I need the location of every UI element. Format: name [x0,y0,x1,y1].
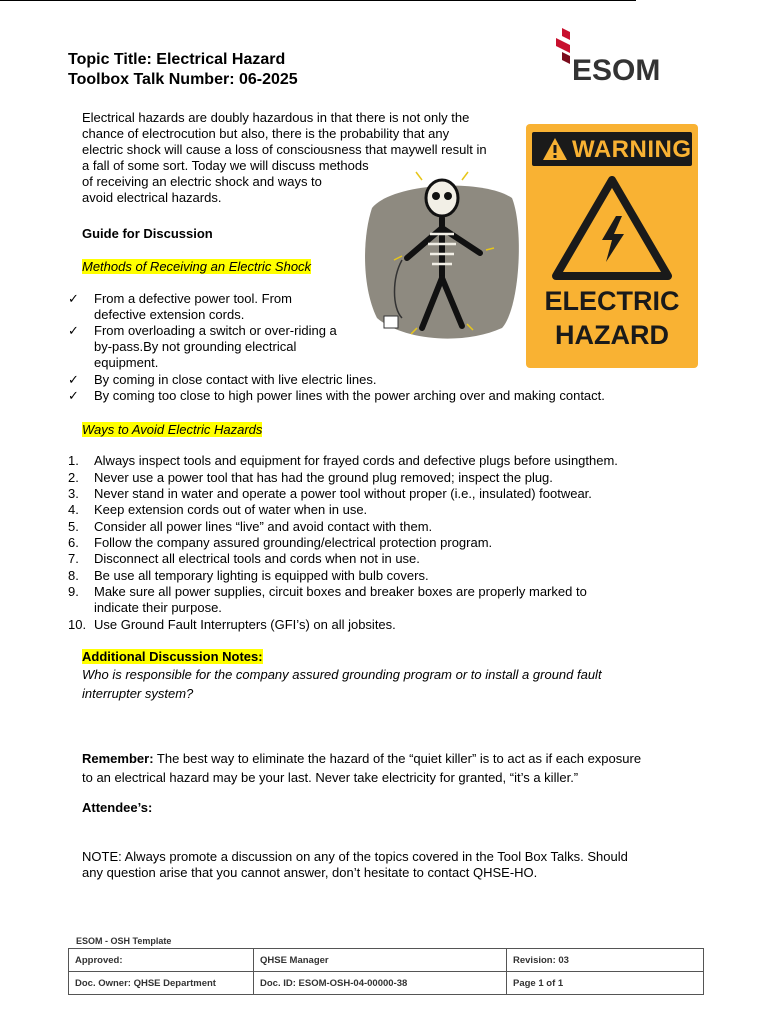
list-number: 9. [68,584,79,599]
footer-owner: Doc. Owner: QHSE Department [69,972,254,995]
skeleton-icon [362,168,524,350]
guide-heading: Guide for Discussion [82,226,213,241]
table-row [69,949,704,972]
list-item: Never use a power tool that has had the ground plug removed; inspect the plug. [94,470,553,485]
list-item-line: From overloading a switch or over-riding a [94,323,337,338]
footer-doc-id: Doc. ID: ESOM-OSH-04-00000-38 [254,972,507,995]
list-item [94,323,337,371]
remember-paragraph [82,749,641,787]
methods-heading-text: Methods of Receiving an Electric Shock [82,259,312,274]
list-item: Always inspect tools and equipment for frayed cords and defective plugs before usingthem. [94,453,618,468]
list-item: Consider all power lines “live” and avoid contact with them. [94,519,433,534]
electrocuted-skeleton-illustration [362,168,524,350]
intro-line: a fall of some sort. Today we will discuss methods [82,158,369,173]
sign-line-electric: ELECTRIC [544,286,680,316]
remember-label: Remember: [82,751,154,766]
list-item-line: equipment. [94,355,159,370]
notes-question-line: Who is responsible for the company assured grounding program or to install a ground fault [82,667,602,682]
footer-page: Page 1 of 1 [507,972,704,995]
list-number: 7. [68,551,79,566]
lightning-triangle-icon [552,176,672,280]
remember-line [82,749,641,768]
list-number: 5. [68,519,79,534]
footer-template-label: ESOM - OSH Template [76,936,172,946]
list-number: 3. [68,486,79,501]
esom-logo [556,28,668,88]
ways-heading-text: Ways to Avoid Electric Hazards [82,422,263,437]
warning-header-text: WARNING [572,136,692,163]
toolbox-talk-number: Toolbox Talk Number: 06-2025 [68,71,298,88]
list-item-line: defective extension cords. [94,307,245,322]
list-item: Disconnect all electrical tools and cords when not in use. [94,551,420,566]
ways-heading [82,422,262,438]
check-icon: ✓ [68,388,79,403]
table-row [69,972,704,995]
notes-question [82,665,602,703]
list-number: 2. [68,470,79,485]
check-icon: ✓ [68,323,79,338]
intro-line: chance of electrocution but also, there is the probability that any [82,126,450,141]
list-number: 10. [68,617,87,632]
list-item: Use Ground Fault Interrupters (GFI’s) on all jobsites. [94,617,396,632]
footer-manager: QHSE Manager [254,949,507,972]
list-item: Never stand in water and operate a power tool without proper (i.e., insulated) footwear. [94,486,592,501]
list-number: 6. [68,535,79,550]
list-item: Make sure all power supplies, circuit boxes and breaker boxes are properly marked to [94,584,587,599]
list-item [94,291,292,323]
alert-triangle-icon [542,137,568,161]
notes-question-line: interrupter system? [82,686,194,701]
list-item: By coming in close contact with live electric lines. [94,372,377,387]
footer-table [68,948,704,995]
note-line: NOTE: Always promote a discussion on any of the topics covered in the Tool Box Talks. Should [82,849,628,864]
list-number: 1. [68,453,79,468]
topic-title: Topic Title: Electrical Hazard [68,51,286,68]
remember-line: to an electrical hazard may be your last. Never take electricity for granted, “it’s a killer.” [82,770,579,785]
list-item: Follow the company assured grounding/electrical protection program. [94,535,493,550]
list-number: 8. [68,568,79,583]
intro-line: avoid electrical hazards. [82,190,222,205]
notes-heading-text: Additional Discussion Notes: [82,649,263,664]
list-item: Be use all temporary lighting is equipped with bulb covers. [94,568,429,583]
attendees-label: Attendee’s: [82,800,153,815]
check-icon: ✓ [68,291,79,306]
intro-line: of receiving an electric shock and ways to [82,174,322,189]
footer-revision: Revision: 03 [507,949,704,972]
list-item-line: From a defective power tool. From [94,291,292,306]
intro-line: electric shock will cause a loss of consciousness that maywell result in [82,142,487,157]
notes-heading [82,649,263,665]
methods-heading [82,259,311,275]
header-rule [0,0,636,1]
list-item: By coming too close to high power lines with the power arching over and making contact. [94,388,605,403]
intro-line: Electrical hazards are doubly hazardous in that there is not only the [82,110,470,125]
footer-approved: Approved: [69,949,254,972]
logo-text: ESOM [572,54,661,87]
list-number: 4. [68,502,79,517]
note-paragraph [82,849,628,881]
list-item: Keep extension cords out of water when in use. [94,502,368,517]
check-icon: ✓ [68,372,79,387]
list-item-continuation: indicate their purpose. [94,600,222,615]
remember-text: The best way to eliminate the hazard of the “quiet killer” is to act as if each exposure [153,751,642,766]
note-line: any question arise that you cannot answer, don’t hesitate to contact QHSE-HO. [82,865,538,880]
electric-hazard-warning-sign [526,124,698,368]
sign-line-hazard: HAZARD [555,320,669,350]
warning-header-bar [532,132,692,166]
list-item-line: by-pass.By not grounding electrical [94,339,297,354]
